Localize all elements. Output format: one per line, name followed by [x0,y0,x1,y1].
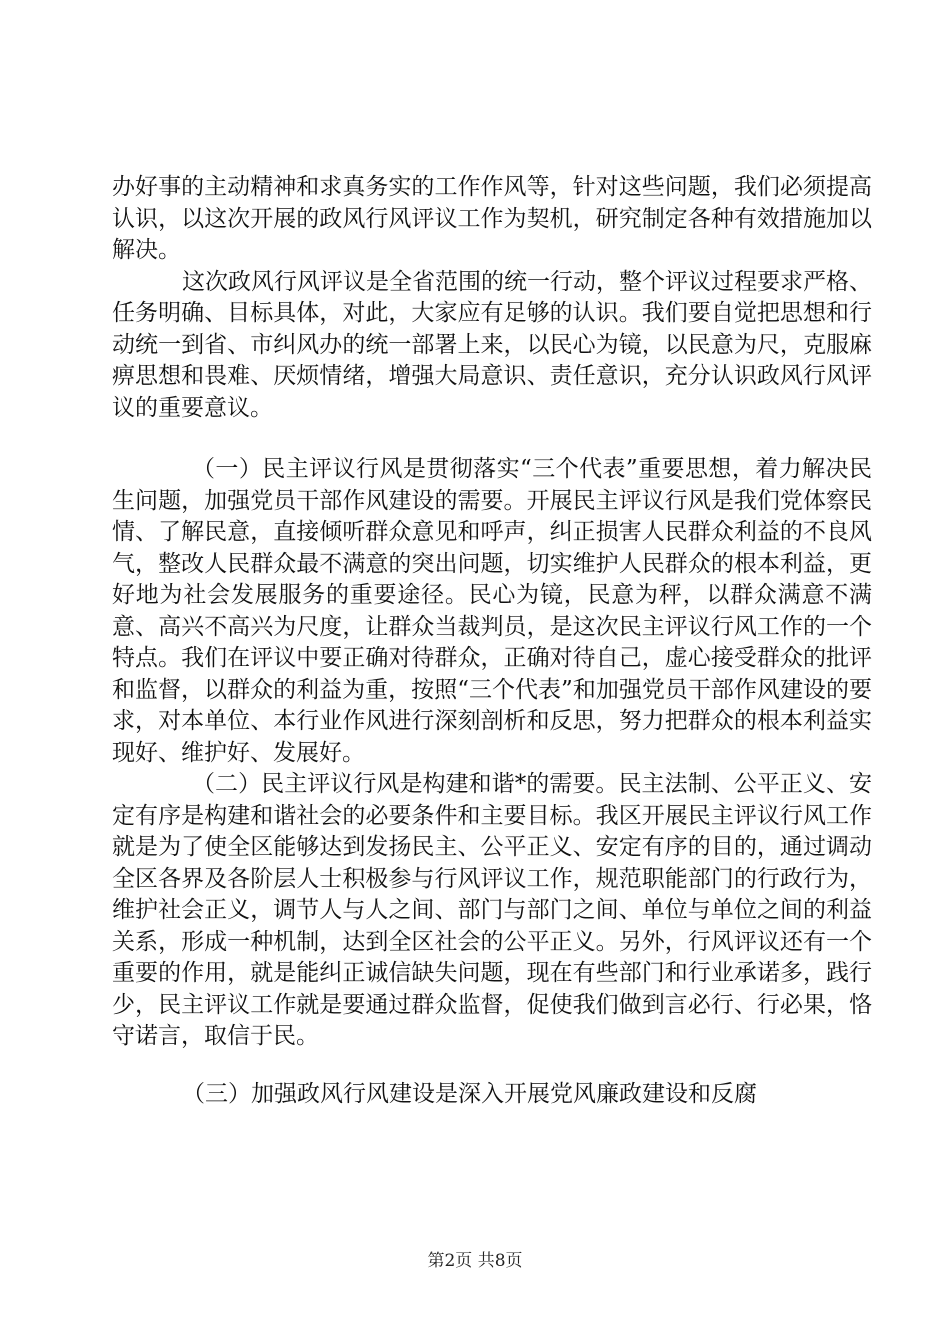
paragraph-evaluation-intro: 这次政风行风评议是全省范围的统一行动，整个评议过程要求严格、任务明确、目标具体，对此，大家应有足够的认识。我们要自觉把思想和行动统一到省、市纠风办的统一部署上来，以民心为镜，以民意为尺，克服麻痹思想和畏难、厌烦情绪，增强大局意识、责任意识，充分认识政风行风评议的重要意议。 [112,268,872,421]
paragraph-section-two: （二）民主评议行风是构建和谐*的需要。民主法制、公平正义、安定有序是构建和谐社会的必要条件和主要目标。我区开展民主评议行风工作就是为了使全区能够达到发扬民主、公平正义、安定有序的目的，通过调动全区各界及各阶层人士积极参与行风评议工作，规范职能部门的行政行为，维护社会正义，调节人与人之间、部门与部门之间、单位与单位之间的利益关系，形成一种机制，达到全区社会的公平正义。另外，行风评议还有一个重要的作用，就是能纠正诚信缺失问题，现在有些部门和行业承诺多，践行少，民主评议工作就是要通过群众监督，促使我们做到言必行、行必果，恪守诺言，取信于民。 [112,771,872,1049]
paragraph-spacer [112,1053,872,1079]
page-number-footer: 第2页 共8页 [427,1251,523,1271]
paragraph-section-one: （一）民主评议行风是贯彻落实“三个代表”重要思想，着力解决民生问题，加强党员干部作风建设的需要。开展民主评议行风是我们党体察民情、了解民意，直接倾听群众意见和呼声，纠正损害人民群众利益的不良风气，整改人民群众最不满意的突出问题，切实维护人民群众的根本利益，更好地为社会发展服务的重要途径。民心为镜，民意为秤，以群众满意不满意、高兴不高兴为尺度，让群众当裁判员，是这次民主评议行风工作的一个特点。我们在评议中要正确对待群众，正确对待自己，虚心接受群众的批评和监督，以群众的利益为重，按照“三个代表”和加强党员干部作风建设的要求，对本单位、本行业作风进行深刻剖析和反思，努力把群众的根本利益实现好、维护好、发展好。 [112,456,872,766]
paragraph-continuation: 办好事的主动精神和求真务实的工作作风等，针对这些问题，我们必须提高认识，以这次开展的政风行风评议工作为契机，研究制定各种有效措施加以解决。 [112,174,872,263]
paragraph-section-three: （三）加强政风行风建设是深入开展党风廉政建设和反腐 [182,1080,757,1107]
document-body [112,172,872,1110]
paragraph-spacer [112,424,872,454]
